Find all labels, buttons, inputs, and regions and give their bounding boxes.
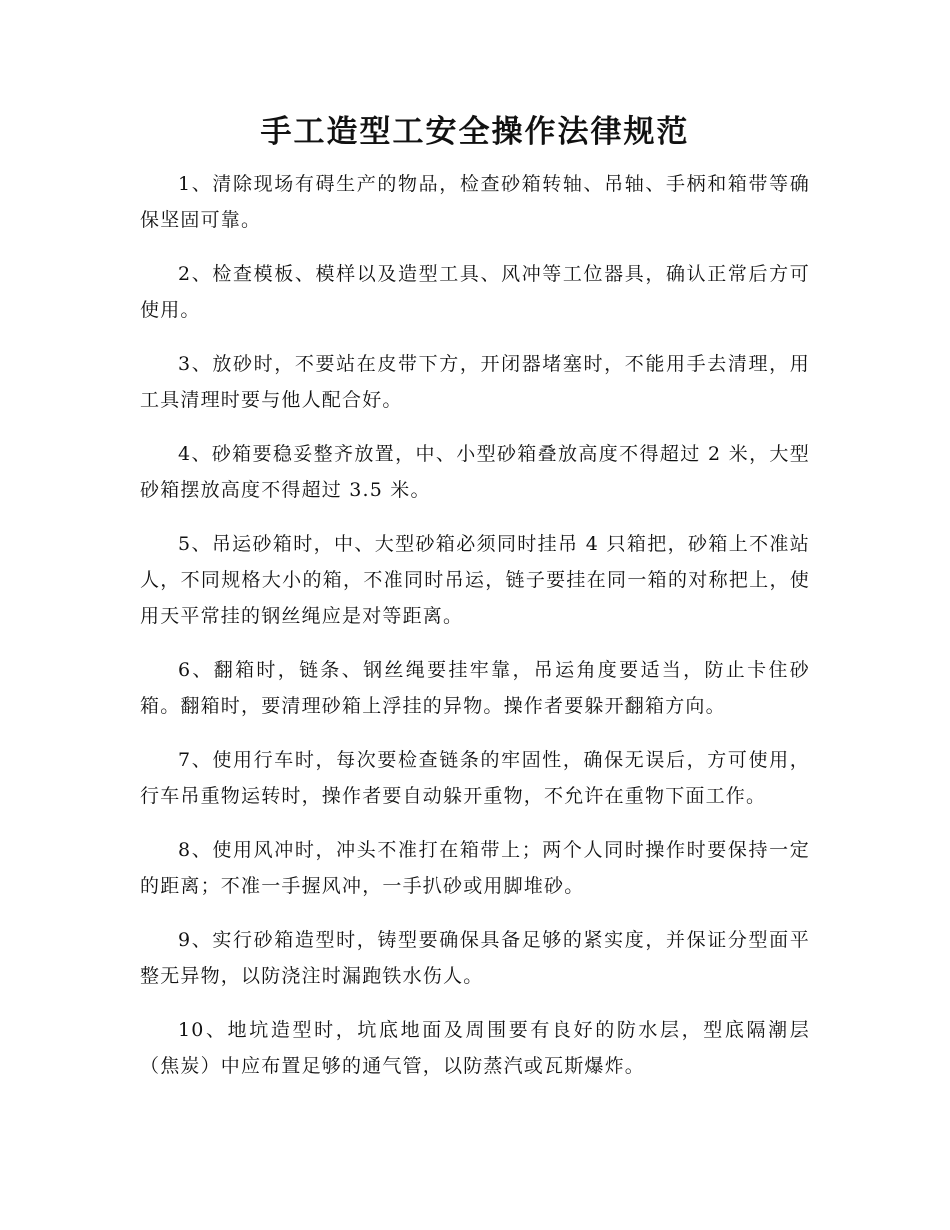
document-body — [140, 166, 810, 1102]
paragraph-10: 10、地坑造型时，坑底地面及周围要有良好的防水层，型底隔潮层（焦炭）中应布置足够的通气管，以防蒸汽或瓦斯爆炸。 — [140, 1019, 810, 1077]
paragraph-2: 2、检查模板、模样以及造型工具、风冲等工位器具，确认正常后方可使用。 — [140, 263, 810, 321]
paragraph-8: 8、使用风冲时，冲头不准打在箱带上；两个人同时操作时要保持一定的距离；不准一手握风冲，一手扒砂或用脚堆砂。 — [140, 839, 810, 897]
paragraph-1: 1、清除现场有碍生产的物品，检查砂箱转轴、吊轴、手柄和箱带等确保坚固可靠。 — [140, 173, 810, 231]
paragraph-5: 5、吊运砂箱时，中、大型砂箱必须同时挂吊 4 只箱把，砂箱上不准站人，不同规格大小的箱，不准同时吊运，链子要挂在同一箱的对称把上，使用天平常挂的钢丝绳应是对等距离。 — [140, 533, 810, 627]
paragraph-6: 6、翻箱时，链条、钢丝绳要挂牢靠，吊运角度要适当，防止卡住砂箱。翻箱时，要清理砂箱上浮挂的异物。操作者要躲开翻箱方向。 — [140, 659, 810, 717]
paragraph-3: 3、放砂时，不要站在皮带下方，开闭器堵塞时，不能用手去清理，用工具清理时要与他人配合好。 — [140, 353, 810, 411]
paragraph-4: 4、砂箱要稳妥整齐放置，中、小型砂箱叠放高度不得超过 2 米，大型砂箱摆放高度不得超过 3.5 米。 — [140, 443, 810, 501]
document-title: 手工造型工安全操作法律规范 — [260, 114, 690, 150]
paragraph-9: 9、实行砂箱造型时，铸型要确保具备足够的紧实度，并保证分型面平整无异物，以防浇注时漏跑铁水伤人。 — [140, 929, 810, 987]
paragraph-7: 7、使用行车时，每次要检查链条的牢固性，确保无误后，方可使用，行车吊重物运转时，操作者要自动躲开重物，不允许在重物下面工作。 — [140, 749, 810, 807]
